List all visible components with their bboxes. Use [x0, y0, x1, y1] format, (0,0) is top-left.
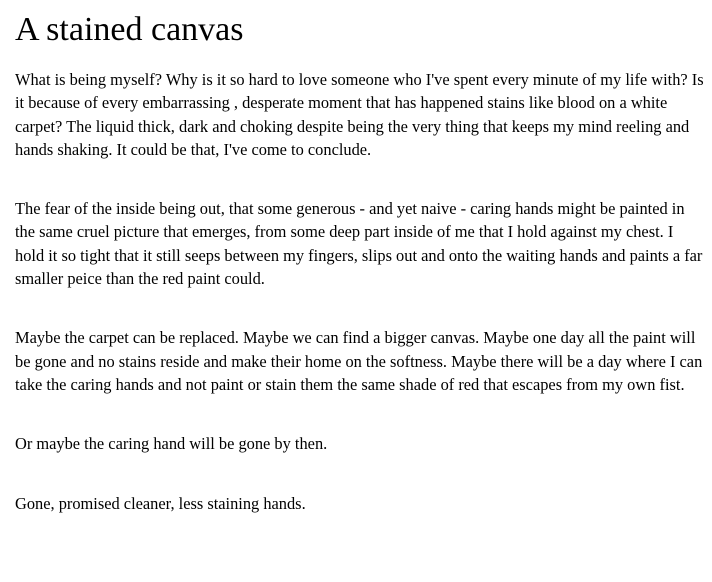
page-title: A stained canvas [15, 11, 244, 48]
paragraph-1: What is being myself? Why is it so hard to love someone who I've spent every minute of my life with? Is it because of every embarrassing , desperate moment that has happened stains like blood on a white carpet? The liquid thick, dark and choking despite being the very thing that keeps my mind reeling and hands shaking. It could be that, I've come to conclude. [15, 70, 704, 159]
paragraph-4: Or maybe the caring hand will be gone by then. [15, 434, 328, 454]
paragraph-3: Maybe the carpet can be replaced. Maybe we can find a bigger canvas. Maybe one day all the paint will be gone and no stains reside and make their home on the softness. Maybe there will be a day where I can take the caring hands and not paint or stain them the same shade of red that escapes from my own fist. [15, 328, 703, 394]
paragraph-5: Gone, promised cleaner, less staining hands. [15, 493, 306, 513]
paragraph-2: The fear of the inside being out, that some generous - and yet naive - caring hands might be painted in the same cruel picture that emerges, from some deep part inside of me that I hold against my chest. I hold it so tight that it still seeps between my fingers, slips out and onto the waiting hands and paints a far smaller peice than the red paint could. [15, 199, 703, 289]
